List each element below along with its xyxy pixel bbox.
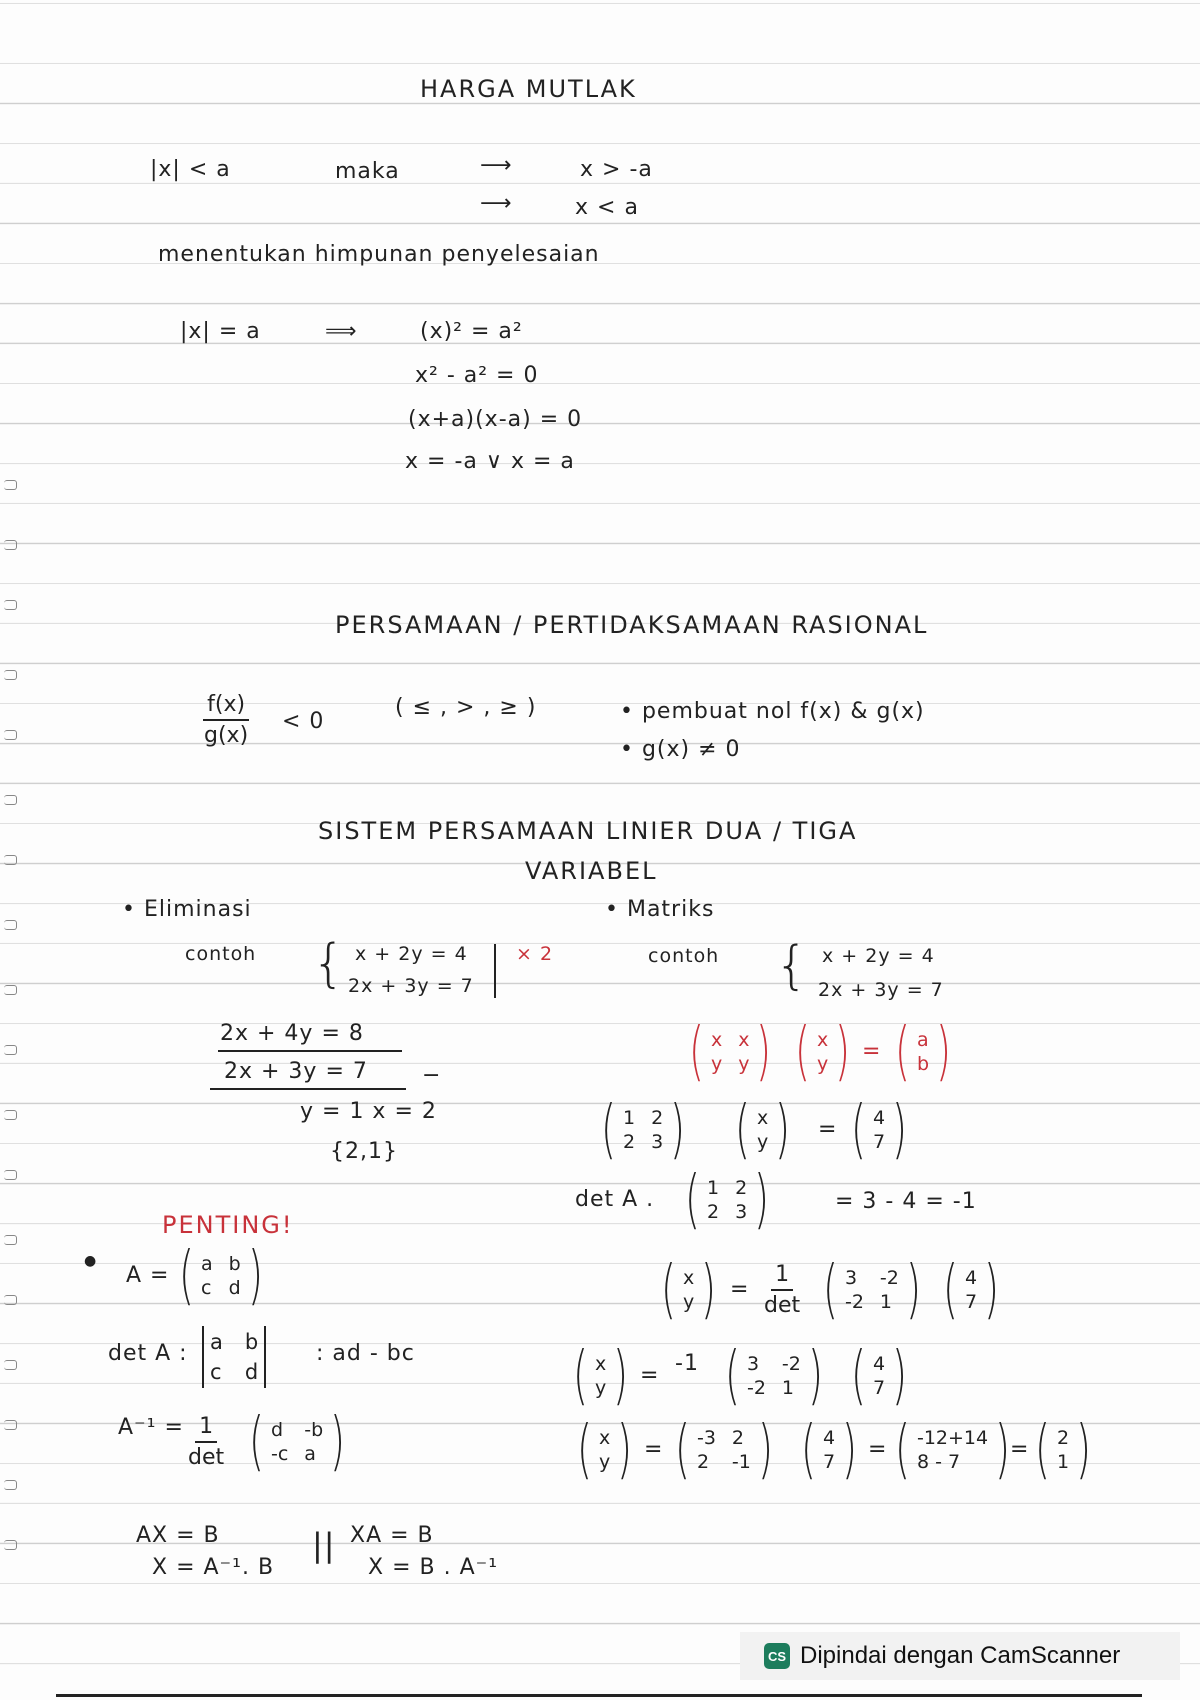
x-eq-ainv-b: X = A⁻¹. B bbox=[152, 1555, 275, 1580]
rhs-vector-4: ( 4 7 ) bbox=[800, 1413, 858, 1487]
numeric-eq-sign: = bbox=[818, 1117, 838, 1142]
adjugate-matrix: ( d -b -c a ) bbox=[248, 1405, 346, 1479]
result-matrix: ( -3 2 2 -1 ) bbox=[674, 1413, 773, 1487]
rational-fraction bbox=[200, 692, 252, 748]
step-4: x = -a ∨ x = a bbox=[405, 449, 575, 474]
multiplier-x2: × 2 bbox=[516, 943, 554, 965]
xy-vector-2: ( x y ) bbox=[572, 1339, 629, 1413]
det-formula-label: det A : bbox=[108, 1341, 188, 1366]
arrow-2: ⟶ bbox=[480, 191, 513, 216]
brace-left: { bbox=[312, 934, 347, 994]
contoh-label-right: contoh bbox=[648, 945, 720, 967]
rhs-vector-2: ( 4 7 ) bbox=[942, 1253, 1000, 1327]
abs-rule-word: maka bbox=[335, 159, 400, 184]
matrix-a-label: A = bbox=[126, 1263, 170, 1288]
arrow-1: ⟶ bbox=[480, 153, 513, 178]
coef-matrix: ( 1 2 2 3 ) bbox=[600, 1093, 686, 1167]
inv-eq-sign-4: = bbox=[868, 1437, 888, 1462]
xa-eq-b: XA = B bbox=[350, 1523, 434, 1548]
rhs-vector-3: ( 4 7 ) bbox=[850, 1339, 908, 1413]
elim-underline-2 bbox=[210, 1088, 406, 1090]
implies-arrow: ⟹ bbox=[325, 319, 358, 344]
camscanner-watermark bbox=[740, 1632, 1180, 1680]
elim-line-2: 2x + 3y = 7 bbox=[224, 1059, 368, 1084]
step-1: (x)² = a² bbox=[420, 319, 523, 344]
abs-eq-lhs: |x| = a bbox=[180, 319, 261, 344]
elim-minus: − bbox=[422, 1063, 442, 1088]
result-sum-vector: ( -12+14 8 - 7 ) bbox=[894, 1413, 1011, 1487]
det-a-label: det A . bbox=[575, 1187, 655, 1212]
inequality-signs: ( ≤ , > , ≥ ) bbox=[395, 695, 537, 720]
brace-right: { bbox=[775, 936, 810, 996]
inv-eq-sign-3: = bbox=[644, 1437, 664, 1462]
separator: || bbox=[312, 1526, 336, 1564]
step-2: x² - a² = 0 bbox=[415, 363, 539, 388]
bullet-pembuat-nol: • pembuat nol f(x) & g(x) bbox=[620, 699, 925, 724]
inv-eq-sign-2: = bbox=[640, 1363, 660, 1388]
general-coef-matrix: ( x x y y ) bbox=[688, 1015, 772, 1089]
heading-matriks: • Matriks bbox=[605, 897, 715, 922]
det-a-result: = 3 - 4 = -1 bbox=[835, 1189, 977, 1214]
elim-result: y = 1 x = 2 bbox=[300, 1099, 437, 1124]
rational-inequality: < 0 bbox=[282, 709, 325, 734]
rhs-vector: ( 4 7 ) bbox=[850, 1093, 908, 1167]
heading-eliminasi: • Eliminasi bbox=[122, 897, 252, 922]
xy-vector-3: ( x y ) bbox=[576, 1413, 633, 1487]
penting-label: PENTING! bbox=[162, 1211, 294, 1239]
title-rasional: PERSAMAAN / PERTIDAKSAMAAN RASIONAL bbox=[335, 611, 929, 639]
inv-eq-sign-5: = bbox=[1010, 1437, 1030, 1462]
heading-himpunan: menentukan himpunan penyelesaian bbox=[158, 242, 600, 267]
inv-eq-sign-1: = bbox=[730, 1277, 750, 1302]
elim-underline-1 bbox=[218, 1050, 402, 1052]
det-formula-matrix: a b c d bbox=[196, 1326, 272, 1388]
bottom-border bbox=[56, 1694, 1142, 1697]
det-formula-result: : ad - bc bbox=[316, 1341, 415, 1366]
general-eq-sign: = bbox=[862, 1039, 882, 1064]
sys-eq-1-right: x + 2y = 4 bbox=[822, 945, 935, 967]
elim-line-1: 2x + 4y = 8 bbox=[220, 1021, 364, 1046]
matrix-a: ( a b c d ) bbox=[178, 1239, 263, 1313]
camscanner-text: Dipindai dengan CamScanner bbox=[800, 1642, 1121, 1669]
elim-solution-set: {2,1} bbox=[330, 1139, 398, 1164]
sys-eq-1-left: x + 2y = 4 bbox=[355, 943, 468, 965]
xy-vector-1: ( x y ) bbox=[660, 1253, 717, 1327]
system-divider bbox=[494, 944, 496, 998]
var-vector: ( x y ) bbox=[734, 1093, 791, 1167]
bullet-dot: ● bbox=[84, 1253, 98, 1269]
spiral-binding bbox=[0, 0, 28, 1700]
step-3: (x+a)(x-a) = 0 bbox=[408, 407, 583, 432]
contoh-label-left: contoh bbox=[185, 943, 257, 965]
title-harga-mutlak: HARGA MUTLAK bbox=[420, 75, 637, 103]
adj-matrix-1: ( 3 -2 -2 1 ) bbox=[822, 1253, 921, 1327]
general-rhs-vector: ( a b ) bbox=[894, 1015, 952, 1089]
inv-fraction-right: 1 det bbox=[764, 1262, 801, 1318]
general-var-vector: ( x y ) bbox=[794, 1015, 851, 1089]
abs-rule-lhs: |x| < a bbox=[150, 157, 231, 182]
title-spl-2: VARIABEL bbox=[525, 857, 658, 885]
fraction-denominator: g(x) bbox=[204, 723, 249, 748]
abs-rule-result-1: x > -a bbox=[580, 157, 653, 182]
adj-matrix-2: ( 3 -2 -2 1 ) bbox=[724, 1339, 823, 1413]
bullet-g-not-zero: • g(x) ≠ 0 bbox=[620, 737, 741, 762]
det-a-matrix: ( 1 2 2 3 ) bbox=[684, 1163, 770, 1237]
title-spl-1: SISTEM PERSAMAAN LINIER DUA / TIGA bbox=[318, 817, 858, 845]
inverse-label: A⁻¹ = bbox=[118, 1415, 184, 1440]
result-final-vector: ( 2 1 ) bbox=[1034, 1413, 1092, 1487]
sys-eq-2-right: 2x + 3y = 7 bbox=[818, 979, 944, 1001]
neg-one-factor: -1 bbox=[675, 1351, 699, 1376]
sys-eq-2-left: 2x + 3y = 7 bbox=[348, 975, 474, 997]
inverse-fraction: 1 det bbox=[188, 1414, 225, 1470]
x-eq-b-ainv: X = B . A⁻¹ bbox=[368, 1555, 499, 1580]
ax-eq-b: AX = B bbox=[136, 1523, 220, 1548]
fraction-numerator: f(x) bbox=[203, 692, 249, 721]
camscanner-logo-icon: CS bbox=[764, 1643, 790, 1669]
abs-rule-result-2: x < a bbox=[575, 195, 639, 220]
